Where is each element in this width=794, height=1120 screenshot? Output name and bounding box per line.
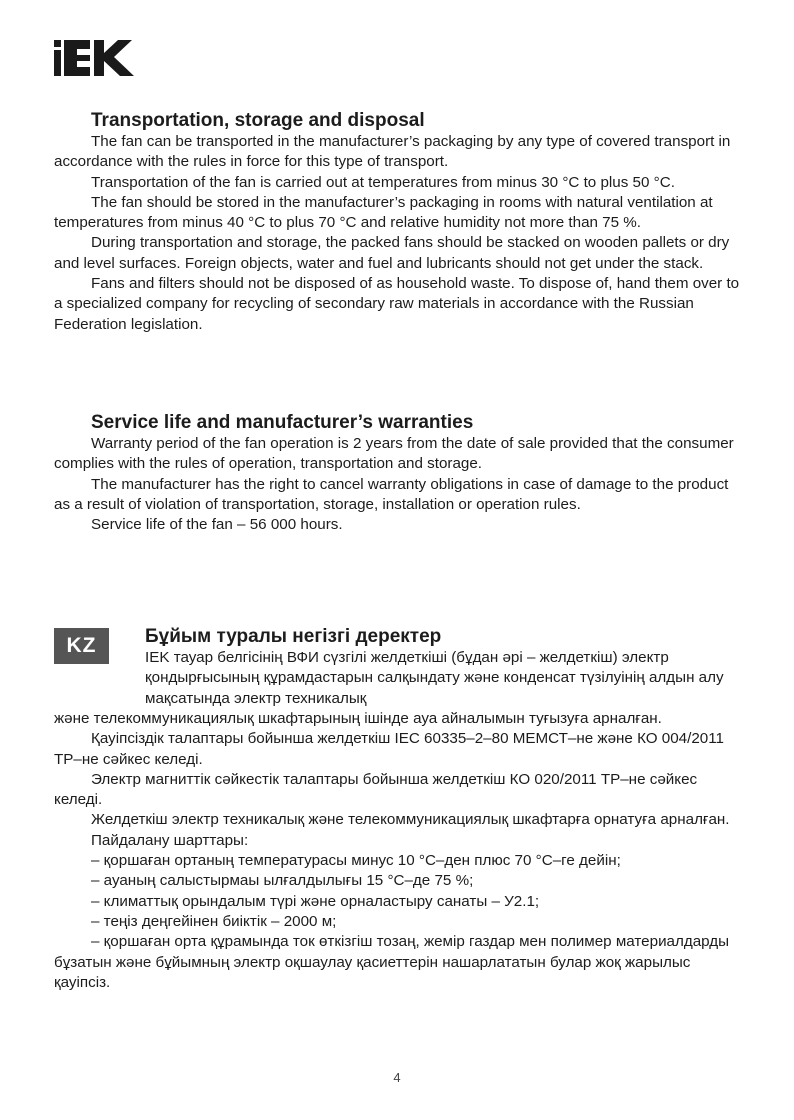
kz-paragraph: Электр магниттік сәйкестік талаптары бойынша желдеткіш КО 020/2011 ТР–не сәйкес келеді. [54, 770, 698, 809]
kz-condition-item: – климаттық орындалым түрі және орналастыру санаты – У2.1; [91, 892, 540, 910]
kz-paragraph: Қауіпсіздік талаптары бойынша желдеткіш IEC 60335–2–80 МЕМСТ–не және КО 004/2011 ТР–не сәйкес келеді. [54, 730, 724, 768]
warranty-section [54, 412, 744, 535]
iek-logo [54, 40, 140, 76]
kz-condition-item: – теңіз деңгейінен биіктік – 2000 м; [91, 912, 337, 930]
warranty-paragraph: The manufacturer has the right to cancel warranty obligations in case of damage to the product as a result of violation of transportation, storage, installation or operation rules. [54, 475, 729, 513]
warranty-title: Service life and manufacturer’s warranties [91, 412, 474, 433]
kz-condition-item: – ауаның салыстырмаы ылғалдылығы 15 °С–де 75 %; [91, 872, 474, 890]
transport-title: Transportation, storage and disposal [91, 110, 425, 131]
kz-paragraph: және телекоммуникациялық шкафтарының ішінде ауа айналымын туғызуға арналған. [54, 710, 662, 727]
transport-paragraph: Fans and filters should not be disposed of as household waste. To dispose of, hand them over to a specialized company for recycling of secondary raw materials in accordance with the Russian Federation legislation. [54, 275, 740, 333]
kz-body [54, 709, 744, 993]
kz-title: Бұйым туралы негізгі деректер [145, 626, 442, 647]
kz-paragraph: Желдеткіш электр техникалық және телекоммуникациялық шкафтарға орнатуға арналған. [91, 811, 730, 829]
warranty-paragraph: Warranty period of the fan operation is 2 years from the date of sale provided that the consumer complies with the rules of operation, transportation and storage. [54, 435, 734, 473]
kz-condition-item: – қоршаған орта құрамында ток өткізгіш тозаң, жемір газдар мен полимер материалдарды бұзатын және бұйымның электр оқшаулау қасиеттерін нашарлататын булар жоқ жарылыс қауіпсіз. [54, 933, 730, 991]
transport-paragraph: During transportation and storage, the packed fans should be stacked on wooden pallets or dry and level surfaces. Foreign objects, water and fuel and lubricants should not get under the stack. [54, 234, 730, 272]
transport-section [54, 110, 744, 335]
transport-paragraph: Transportation of the fan is carried out at temperatures from minus 30 °C to plus 50 °C. [91, 173, 675, 191]
kz-language-badge: KZ [54, 628, 109, 664]
kz-condition-item: – қоршаған ортаның температурасы минус 10 °С–ден плюс 70 °С–ге дейін; [91, 852, 621, 870]
transport-paragraph: The fan should be stored in the manufacturer’s packaging in rooms with natural ventilation at temperatures from minus 40 °C to plus 70 °C and relative humidity not more than 75 %. [54, 193, 713, 232]
warranty-paragraph: Service life of the fan – 56 000 hours. [91, 516, 343, 534]
transport-paragraph: The fan can be transported in the manufacturer’s packaging by any type of covered transport in accordance with the rules in force for this type of transport. [54, 133, 731, 171]
page-number: 4 [393, 1070, 401, 1085]
kz-paragraph: Пайдалану шарттары: [91, 831, 249, 849]
kz-intro-paragraph: IEK тауар белгісінің ВФИ сүзгілі желдеткіші (бұдан әрі – желдеткіш) электр қондырғысының құрамдастарын салқындату және конденсат түзілуінің алдын алу мақсатында электр техникалық [145, 649, 724, 707]
